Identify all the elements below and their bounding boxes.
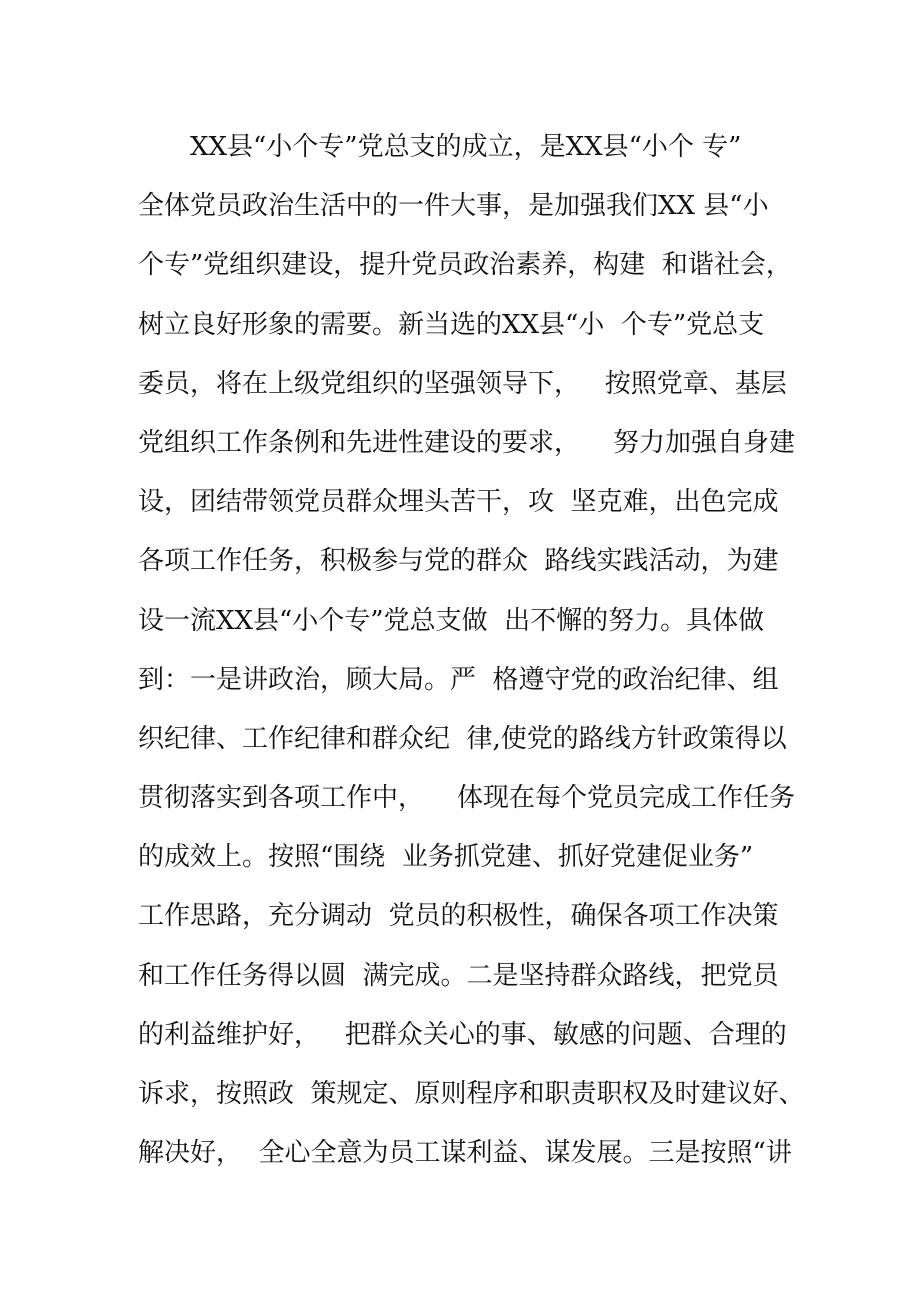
paragraph-line-10: 到：一是讲政治，顾大局。严 格遵守党的政治纪律、组 bbox=[138, 664, 779, 695]
paragraph-line-6: 党组织工作条例和先进性建设的要求， 努力加强自身建 bbox=[138, 427, 796, 458]
paragraph-line-14: 工作思路，充分调动 党员的积极性，确保各项工作决策 bbox=[138, 901, 779, 932]
paragraph-line-17: 诉求，按照政 策规定、原则程序和职责职权及时建议好、 bbox=[138, 1079, 805, 1109]
paragraph-line-7: 设，团结带领党员群众埋头苦干，攻 坚克难，出色完成 bbox=[138, 487, 779, 518]
paragraph-line-11: 织纪律、工作纪律和群众纪 律,使党的路线方针政策得以 bbox=[138, 723, 787, 754]
body-paragraph bbox=[138, 118, 808, 1183]
paragraph-line-8: 各项工作任务，积极参与党的群众 路线实践活动，为建 bbox=[138, 546, 779, 577]
paragraph-line-5: 委员，将在上级党组织的坚强领导下， 按照党章、基层 bbox=[138, 368, 787, 399]
paragraph-line-12: 贯彻落实到各项工作中， 体现在每个党员完成工作任务 bbox=[138, 783, 796, 814]
paragraph-line-9: 设一流XX县“小个专”党总支做 出不懈的努力。具体做 bbox=[138, 605, 765, 636]
paragraph-line-16: 的利益维护好， 把群众关心的事、敏感的问题、合理的 bbox=[138, 1019, 787, 1050]
paragraph-line-1: XX县“小个专”党总支的成立，是XX县“小个 专” bbox=[190, 132, 742, 162]
paragraph-line-18: 解决好， 全心全意为员工谋利益、谋发展。三是按照“讲 bbox=[138, 1138, 792, 1169]
paragraph-line-2: 全体党员政治生活中的一件大事，是加强我们XX 县“小 bbox=[138, 191, 769, 222]
paragraph-line-3: 个专”党组织建设，提升党员政治素养，构建 和谐社会， bbox=[138, 250, 792, 281]
paragraph-line-15: 和工作任务得以圆 满完成。二是坚持群众路线，把党员 bbox=[138, 960, 779, 991]
paragraph-line-4: 树立良好形象的需要。新当选的XX县“小 个专”党总支 bbox=[138, 309, 765, 340]
paragraph-line-13: 的成效上。按照“围绕 业务抓党建、抓好党建促业务” bbox=[138, 842, 754, 873]
